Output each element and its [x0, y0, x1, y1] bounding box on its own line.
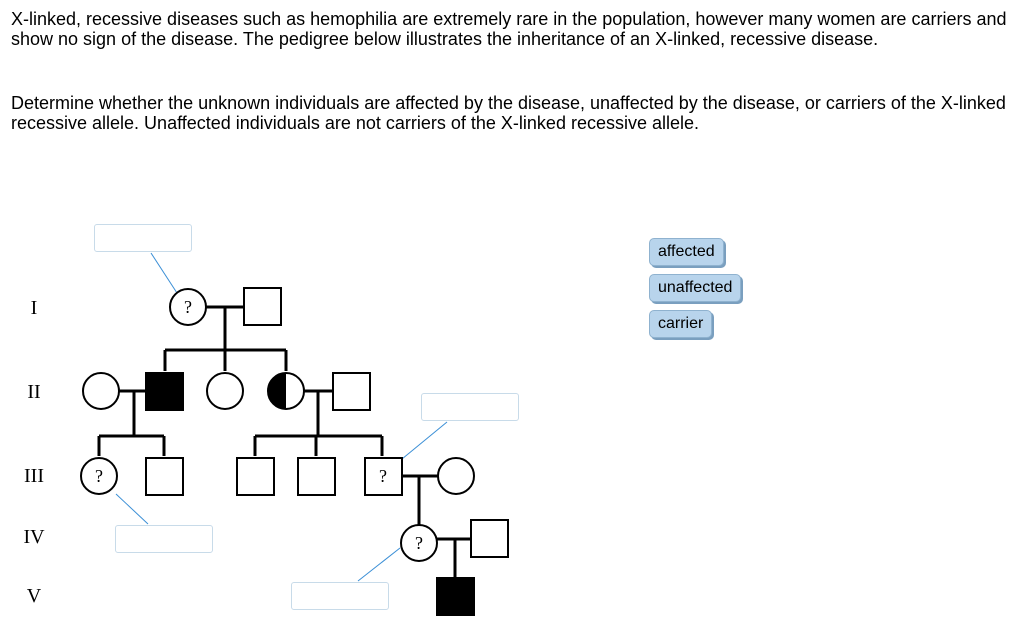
individual-III-2-unaffected-male [146, 458, 183, 495]
individual-V-1-affected-male [437, 578, 474, 615]
answer-chip-unaffected[interactable]: unaffected [649, 274, 741, 302]
instructions-paragraph-1: X-linked, recessive diseases such as hemophilia are extremely rare in the population, however many women are carriers and show no sign of the disease. The pedigree below illustrates the inheritance of an X-linked, recessive disease. [11, 9, 1007, 49]
individual-III-1-unknown-female [81, 458, 117, 494]
drop-target-III-5[interactable] [421, 393, 519, 421]
generation-label-IV: IV [23, 526, 45, 548]
leader-line-III-1 [116, 494, 148, 524]
leader-line-I-1 [151, 253, 177, 293]
individual-I-1-unknown-female [170, 289, 206, 325]
leader-line-III-5 [402, 422, 447, 459]
individual-II-5-unaffected-male [333, 373, 370, 410]
instructions-paragraph-2: Determine whether the unknown individuals are affected by the disease, unaffected by the disease, or carriers of the X-linked recessive allele. Unaffected individuals are not carriers of the X-linked recessive allele. [11, 93, 1006, 133]
individual-IV-1-unknown-female [401, 525, 437, 561]
individual-II-3-unaffected-female [207, 373, 243, 409]
individual-IV-2-unaffected-male [471, 520, 508, 557]
generation-label-I: I [30, 297, 38, 319]
leader-line-IV-1 [358, 548, 400, 581]
individual-II-1-unaffected-female [83, 373, 119, 409]
generation-label-V: V [26, 585, 42, 607]
answer-chip-carrier[interactable]: carrier [649, 310, 712, 338]
individual-III-4-unaffected-male [298, 458, 335, 495]
individual-II-2-affected-male [146, 373, 183, 410]
individual-II-4-carrier-female [268, 373, 304, 409]
drop-target-IV-1[interactable] [291, 582, 389, 610]
individual-I-2-unaffected-male [244, 288, 281, 325]
unknown-mark: ? [379, 466, 387, 486]
answer-chip-affected[interactable]: affected [649, 238, 724, 266]
drop-target-III-1[interactable] [115, 525, 213, 553]
unknown-mark: ? [184, 297, 192, 317]
generation-label-III: III [24, 465, 44, 487]
unknown-mark: ? [95, 466, 103, 486]
individual-III-3-unaffected-male [237, 458, 274, 495]
drop-target-I-1[interactable] [94, 224, 192, 252]
unknown-mark: ? [415, 533, 423, 553]
individual-III-6-unaffected-female [438, 458, 474, 494]
generation-label-II: II [27, 381, 41, 403]
individual-III-5-unknown-male [365, 458, 402, 495]
